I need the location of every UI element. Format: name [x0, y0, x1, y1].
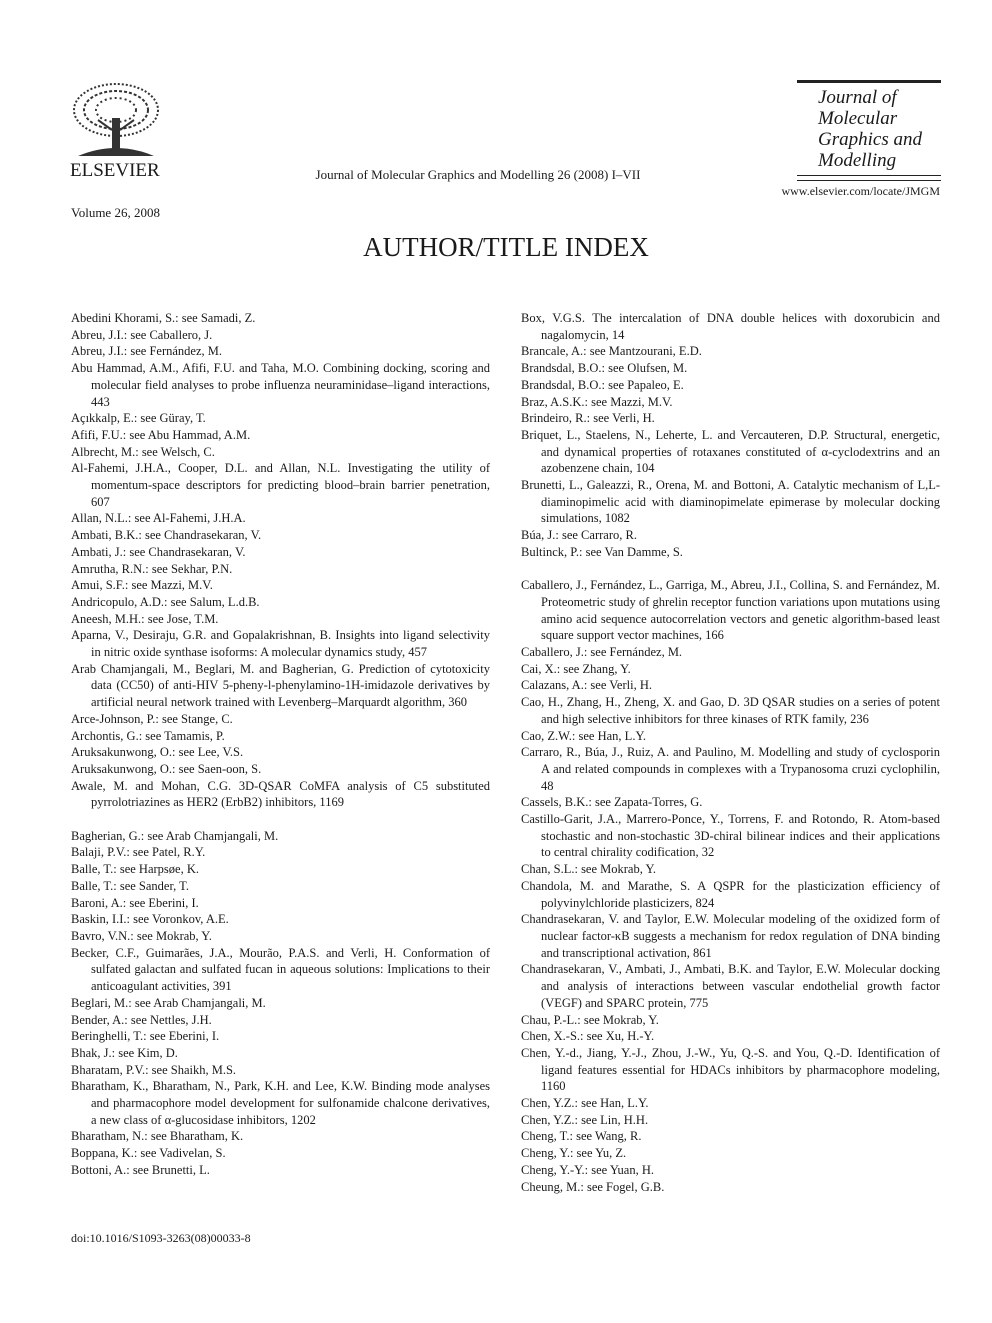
page-title: AUTHOR/TITLE INDEX — [363, 232, 649, 262]
journal-title — [797, 83, 941, 173]
journal-title-box — [797, 80, 941, 181]
index-column-left — [71, 310, 490, 1179]
index-entry: Búa, J.: see Carraro, R. — [521, 528, 637, 543]
index-entry: Bagherian, G.: see Arab Chamjangali, M. — [71, 828, 279, 843]
index-entry: Brunetti, L., Galeazzi, R., Orena, M. and Bottoni, A. Catalytic mechanism of L,L-diaminopimelic acid with diaminopimelate epimerase by molecular docking simulations, 1082 — [521, 478, 940, 526]
index-entry: Archontis, G.: see Tamamis, P. — [71, 728, 225, 743]
index-entry: Cheng, Y.-Y.: see Yuan, H. — [521, 1162, 654, 1177]
index-entry: Chandrasekaran, V. and Taylor, E.W. Molecular modeling of the oxidized form of nuclear factor-κB suggests a mechanism for redox regulation of DNA binding and transcriptional activation, 861 — [521, 912, 940, 960]
index-entry: Bender, A.: see Nettles, J.H. — [71, 1012, 212, 1027]
index-entry: Boppana, K.: see Vadivelan, S. — [71, 1146, 226, 1161]
index-entry: Albrecht, M.: see Welsch, C. — [71, 444, 215, 459]
index-entry: Box, V.G.S. The intercalation of DNA double helices with doxorubicin and nagalomycin, 14 — [521, 311, 940, 342]
index-entry: Brandsdal, B.O.: see Papaleo, E. — [521, 377, 684, 392]
index-entry: Baroni, A.: see Eberini, I. — [71, 895, 199, 910]
index-entry: Cao, Z.W.: see Han, L.Y. — [521, 728, 646, 743]
index-entry: Castillo-Garit, J.A., Marrero-Ponce, Y., Torrens, F. and Rotondo, R. Atom-based stochastic and non-stochastic 3D-chiral bilinear indices and their applications to central chirality codification, 32 — [521, 812, 940, 860]
index-entry: Arce-Johnson, P.: see Stange, C. — [71, 711, 233, 726]
index-entry: Balle, T.: see Sander, T. — [71, 878, 189, 893]
index-entry: Cheung, M.: see Fogel, G.B. — [521, 1179, 665, 1194]
index-entry: Chandola, M. and Marathe, S. A QSPR for the plasticization efficiency of polyvinylchloride plasticizers, 824 — [521, 878, 940, 910]
index-entry: Abreu, J.I.: see Fernández, M. — [71, 344, 222, 359]
index-entry: Awale, M. and Mohan, C.G. 3D-QSAR CoMFA analysis of C5 substituted pyrrolotriazines as HER2 (ErbB2) inhibitors, 1169 — [71, 778, 490, 810]
index-entry: Bharatham, K., Bharatham, N., Park, K.H. and Lee, K.W. Binding mode analyses and pharmacophore model development for sulfonamide chalcone derivatives, a new class of α-glucosidase inhibitors, 1202 — [71, 1079, 490, 1127]
journal-title-line: Molecular — [818, 108, 898, 129]
index-entry: Calazans, A.: see Verli, H. — [521, 678, 652, 693]
index-entry: Cheng, T.: see Wang, R. — [521, 1129, 642, 1144]
journal-citation: Journal of Molecular Graphics and Modelling 26 (2008) I–VII — [315, 167, 641, 182]
doi-footer: doi:10.1016/S1093-3263(08)00033-8 — [71, 1231, 251, 1245]
index-entry: Cai, X.: see Zhang, Y. — [521, 661, 631, 676]
index-entry: Andricopulo, A.D.: see Salum, L.d.B. — [71, 594, 260, 609]
index-entry: Beringhelli, T.: see Eberini, I. — [71, 1029, 220, 1044]
index-entry: Bottoni, A.: see Brunetti, L. — [71, 1162, 210, 1177]
index-entry: Chandrasekaran, V., Ambati, J., Ambati, B.K. and Taylor, E.W. Molecular docking and analysis of interactions between vascular endothelial growth factor (VEGF) and SPARC protein, 775 — [521, 962, 940, 1010]
index-entry: Brancale, A.: see Mantzourani, E.D. — [521, 344, 702, 359]
index-entry: Chau, P.-L.: see Mokrab, Y. — [521, 1012, 659, 1027]
publisher-name: ELSEVIER — [70, 160, 160, 181]
index-entry: Ambati, J.: see Chandrasekaran, V. — [71, 544, 246, 559]
index-entry: Bharatam, P.V.: see Shaikh, M.S. — [71, 1062, 237, 1077]
index-entry: Abreu, J.I.: see Caballero, J. — [71, 327, 213, 342]
journal-title-line: Modelling — [818, 150, 897, 171]
index-entry: Brindeiro, R.: see Verli, H. — [521, 411, 655, 426]
index-entry: Amrutha, R.N.: see Sekhar, P.N. — [71, 561, 233, 576]
index-entry: Becker, C.F., Guimarães, J.A., Mourão, P.A.S. and Verli, H. Conformation of sulfated galactan and sulfated fucan in aqueous solutions: Implications to their anticoagulant activities, 391 — [71, 945, 490, 994]
index-entry: Bhak, J.: see Kim, D. — [71, 1045, 178, 1060]
index-entry: Chen, Y.Z.: see Lin, H.H. — [521, 1112, 649, 1127]
index-entry: Balle, T.: see Harpsøe, K. — [71, 862, 199, 877]
index-entry: Aparna, V., Desiraju, G.R. and Gopalakrishnan, B. Insights into ligand selectivity in nitric oxide synthase isoforms: A molecular dynamics study, 457 — [71, 628, 490, 660]
index-entry: Allan, N.L.: see Al-Fahemi, J.H.A. — [71, 511, 246, 526]
index-entry: Caballero, J., Fernández, L., Garriga, M., Abreu, J.I., Collina, S. and Fernández, M. Proteometric study of ghrelin receptor function variations upon mutations using amino acid sequence autocorrelation vectors and genetic algorithm-based least square support vector machines, 166 — [521, 578, 940, 643]
index-entry: Baskin, I.I.: see Voronkov, A.E. — [71, 912, 229, 927]
index-entry: Arab Chamjangali, M., Beglari, M. and Bagherian, G. Prediction of cytotoxicity data (CC50) of anti-HIV 5-pheny-l-phenylamino-1H-imidazole derivatives by artificial neural network trained with Levenberg–Marquardt algorithm, 360 — [71, 661, 490, 710]
journal-url[interactable]: www.elsevier.com/locate/JMGM — [781, 184, 940, 198]
index-entry: Afifi, F.U.: see Abu Hammad, A.M. — [71, 427, 251, 442]
index-entry: Aneesh, M.H.: see Jose, T.M. — [71, 611, 219, 626]
index-entry: Abedini Khorami, S.: see Samadi, Z. — [71, 311, 256, 325]
index-entry: Chen, X.-S.: see Xu, H.-Y. — [521, 1029, 655, 1044]
index-entry: Cheng, Y.: see Yu, Z. — [521, 1146, 627, 1161]
index-entry: Al-Fahemi, J.H.A., Cooper, D.L. and Allan, N.L. Investigating the utility of momentum-space descriptors for predicting blood–brain barrier penetration, 607 — [71, 461, 490, 509]
index-entry: Aruksakunwong, O.: see Saen-oon, S. — [71, 761, 262, 776]
index-entry: Beglari, M.: see Arab Chamjangali, M. — [71, 995, 266, 1010]
index-entry: Aruksakunwong, O.: see Lee, V.S. — [71, 745, 244, 760]
journal-title-line: Journal of — [818, 87, 897, 108]
index-entry: Bharatham, N.: see Bharatham, K. — [71, 1129, 244, 1144]
index-entry: Abu Hammad, A.M., Afifi, F.U. and Taha, M.O. Combining docking, scoring and molecular field analyses to probe influenza neuraminidase–ligand interactions, 443 — [71, 361, 490, 409]
index-entry: Ambati, B.K.: see Chandrasekaran, V. — [71, 528, 262, 543]
index-entry: Balaji, P.V.: see Patel, R.Y. — [71, 845, 206, 860]
index-entry: Brandsdal, B.O.: see Olufsen, M. — [521, 361, 688, 376]
index-entry: Braz, A.S.K.: see Mazzi, M.V. — [521, 394, 673, 409]
index-entry: Bavro, V.N.: see Mokrab, Y. — [71, 929, 212, 943]
index-entry: Chen, Y.-d., Jiang, Y.-J., Zhou, J.-W., Yu, Q.-S. and You, Q.-D. Identification of ligand features essential for HDACs inhibitors by pharmacophore modeling, 1160 — [521, 1045, 940, 1094]
index-entry: Chen, Y.Z.: see Han, L.Y. — [521, 1096, 649, 1111]
index-entry: Cao, H., Zhang, H., Zheng, X. and Gao, D. 3D QSAR studies on a series of potent and high selective inhibitors for three kinases of RTK family, 236 — [521, 695, 940, 726]
index-entry: Cassels, B.K.: see Zapata-Torres, G. — [521, 795, 703, 810]
index-column-right — [521, 310, 940, 1195]
index-entry: Caballero, J.: see Fernández, M. — [521, 645, 683, 660]
index-entry: Chan, S.L.: see Mokrab, Y. — [521, 862, 657, 877]
index-entry: Amui, S.F.: see Mazzi, M.V. — [71, 578, 213, 593]
index-entry: Açıkkalp, E.: see Güray, T. — [71, 411, 206, 426]
index-entry: Briquet, L., Staelens, N., Leherte, L. and Vercauteren, D.P. Structural, energetic, and dynamical properties of rotaxanes constituted of α-cyclodextrins and an azobenzene chain, 104 — [521, 427, 940, 476]
index-entry: Carraro, R., Búa, J., Ruiz, A. and Paulino, M. Modelling and study of cyclosporin A and related compounds in complexes with a Trypanosoma cruzi cyclophilin, 48 — [521, 745, 940, 793]
volume-label: Volume 26, 2008 — [71, 205, 160, 220]
journal-title-line: Graphics and — [818, 129, 922, 150]
index-entry: Bultinck, P.: see Van Damme, S. — [521, 544, 683, 559]
